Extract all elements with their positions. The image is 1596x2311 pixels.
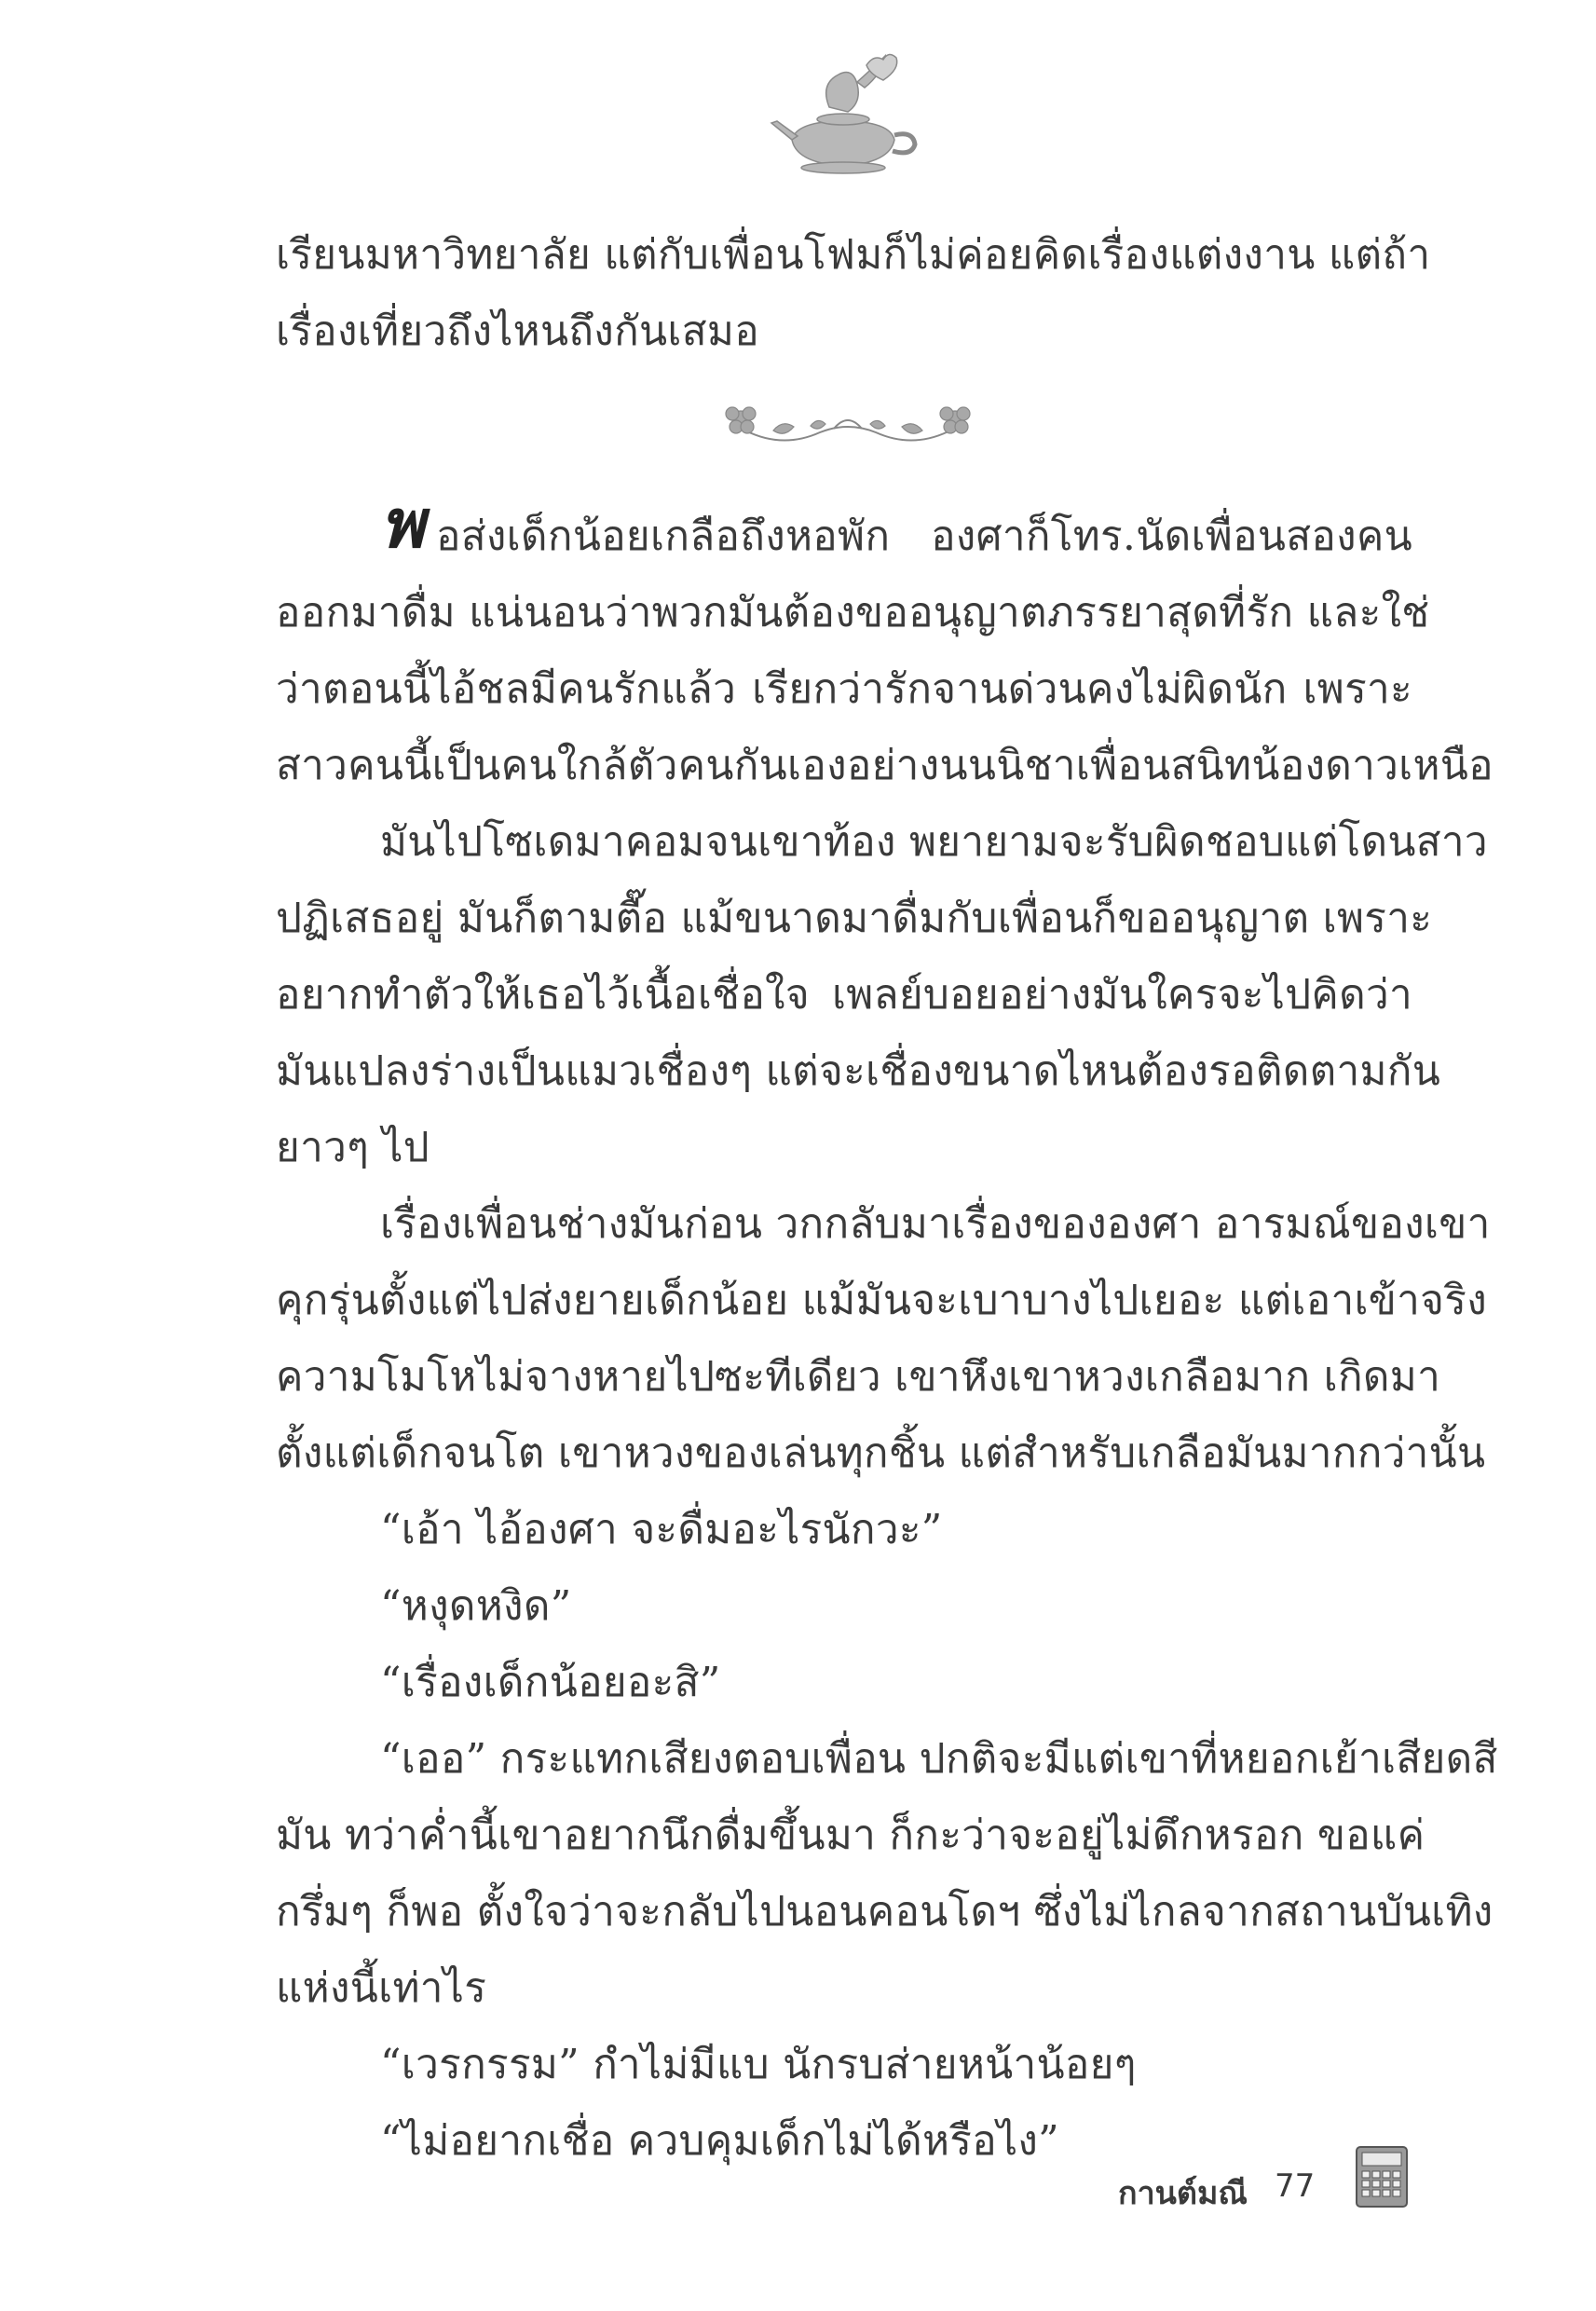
dialogue-line: “เวรกรรม” กำไม่มีแบ นักรบส่ายหน้าน้อยๆ (380, 2041, 1137, 2088)
text-line: ตั้งแต่เด็กจนโต เขาหวงของเล่นทุกชิ้น แต่สำหรับเกลือมันมากกว่านั้น (276, 1429, 1486, 1477)
text-line: คุกรุ่นตั้งแต่ไปส่งยายเด็กน้อย แม้มันจะเบาบางไปเยอะ แต่เอาเข้าจริง (276, 1277, 1487, 1324)
text-line: มัน ทว่าค่ำนี้เขาอยากนึกดื่มขึ้นมา ก็กะว่าจะอยู่ไม่ดึกหรอก ขอแค่ (276, 1812, 1425, 1859)
calculator-icon (1353, 2143, 1411, 2210)
dialogue-line: “เอ้า ไอ้องศา จะดื่มอะไรนักวะ” (380, 1506, 943, 1553)
teapot-cupid-icon (764, 47, 922, 186)
text-line: ความโมโหไม่จางหายไปซะทีเดียว เขาหึงเขาหวงเกลือมาก เกิดมา (276, 1353, 1441, 1401)
text-line: ยาวๆ ไป (276, 1124, 430, 1171)
text-line: มันไปโซเดมาคอมจนเขาท้อง พยายามจะรับผิดชอบแต่โดนสาว (380, 818, 1488, 866)
text-line: กรึ่มๆ ก็พอ ตั้งใจว่าจะกลับไปนอนคอนโดฯ ซึ่งไม่ไกลจากสถานบันเทิง (276, 1888, 1494, 1935)
floral-divider-icon (708, 393, 988, 458)
page-number: 77 (1275, 2167, 1316, 2205)
dialogue-line: “หงุดหงิด” (380, 1582, 572, 1630)
text-line: สาวคนนี้เป็นคนใกล้ตัวคนกันเองอย่างนนนิชาเพื่อนสนิทน้องดาวเหนือ (276, 742, 1494, 789)
text-line: เรื่องเที่ยวถึงไหนถึงกันเสมอ (276, 308, 759, 355)
text-line: มันแปลงร่างเป็นแมวเชื่องๆ แต่จะเชื่องขนาดไหนต้องรอติดตามกัน (276, 1047, 1441, 1095)
text-line: ออกมาดื่ม แน่นอนว่าพวกมันต้องขออนุญาตภรรยาสุดที่รัก และใช่ (276, 589, 1430, 636)
text-line: เรื่องเพื่อนช่างมันก่อน วกกลับมาเรื่องขององศา อารมณ์ของเขา (380, 1200, 1491, 1248)
text-line: ปฏิเสธอยู่ มันก็ตามตื๊อ แม้ขนาดมาดื่มกับเพื่อนก็ขออนุญาต เพราะ (276, 895, 1433, 942)
text-line: อยากทำตัวให้เธอไว้เนื้อเชื่อใจ เพลย์บอยอย่างมันใครจะไปคิดว่า (276, 971, 1412, 1019)
text-line: แห่งนี้เท่าไร (276, 1964, 487, 2012)
drop-cap: พ (380, 484, 425, 563)
text-line: อส่งเด็กน้อยเกลือถึงหอพัก องศาก็โทร.นัดเพื่อนสองคน (436, 513, 1412, 560)
dialogue-line: “เรื่องเด็กน้อยอะสิ” (380, 1659, 721, 1706)
footer-author: กานต์มณี (1118, 2175, 1248, 2212)
text-line: “เออ” กระแทกเสียงตอบเพื่อน ปกติจะมีแต่เขาที่หยอกเย้าเสียดสี (380, 1735, 1498, 1783)
dialogue-line: “ไม่อยากเชื่อ ควบคุมเด็กไม่ได้หรือไง” (380, 2117, 1059, 2165)
text-line: ว่าตอนนี้ไอ้ชลมีคนรักแล้ว เรียกว่ารักจานด่วนคงไม่ผิดนัก เพราะ (276, 665, 1412, 713)
text-line: เรียนมหาวิทยาลัย แต่กับเพื่อนโฟมก็ไม่ค่อยคิดเรื่องแต่งงาน แต่ถ้า (276, 231, 1431, 279)
